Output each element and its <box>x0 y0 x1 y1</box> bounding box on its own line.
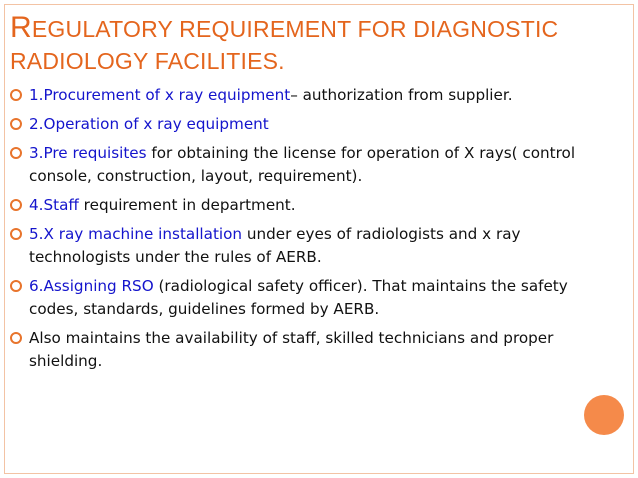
bullet-item-staff-availability <box>10 327 610 373</box>
bullet-text: Also maintains the availability of staff, skilled technicians and proper shielding. <box>29 329 554 370</box>
bullet-circle-icon <box>10 280 22 292</box>
bullet-circle-icon <box>10 199 22 211</box>
bullet-text: for obtaining the license for operation of X rays( control console, construction, layout, requirement). <box>29 144 576 185</box>
slide-title <box>10 12 570 77</box>
bullet-text: requirement in department. <box>78 196 296 214</box>
bullet-item-procurement <box>10 84 610 107</box>
bullet-item-rso <box>10 275 610 321</box>
bullet-highlight: 3.Pre requisites <box>29 144 147 162</box>
bullet-text: – authorization from supplier. <box>290 86 513 104</box>
bullet-item-operation <box>10 113 610 136</box>
bullet-circle-icon <box>10 147 22 159</box>
bullet-item-staff <box>10 194 610 217</box>
bullet-circle-icon <box>10 228 22 240</box>
bullet-circle-icon <box>10 332 22 344</box>
bullet-text: under eyes of radiologists and x ray technologists under the rules of AERB. <box>29 225 521 266</box>
title-line1-rest: EGULATORY REQUIREMENT FOR DIAGNOSTIC <box>31 16 559 42</box>
bullet-highlight: 4.Staff <box>29 196 79 214</box>
title-first-letter: R <box>10 11 32 44</box>
bullet-text: (radiological safety officer). That maintains the safety codes, standards, guidelines formed by AERB. <box>29 277 568 318</box>
title-line2: RADIOLOGY FACILITIES. <box>10 48 285 74</box>
bullet-highlight: 2.Operation of x ray equipment <box>29 115 269 133</box>
bullet-highlight: 5.X ray machine installation <box>29 225 243 243</box>
bullet-circle-icon <box>10 89 22 101</box>
bullet-circle-icon <box>10 118 22 130</box>
bullet-highlight: 6.Assigning RSO <box>29 277 154 295</box>
bullet-item-prerequisites <box>10 142 610 188</box>
bullet-item-installation <box>10 223 610 269</box>
decorative-circle <box>584 395 624 435</box>
bullet-list <box>10 84 610 379</box>
bullet-highlight: 1.Procurement of x ray equipment <box>29 86 291 104</box>
